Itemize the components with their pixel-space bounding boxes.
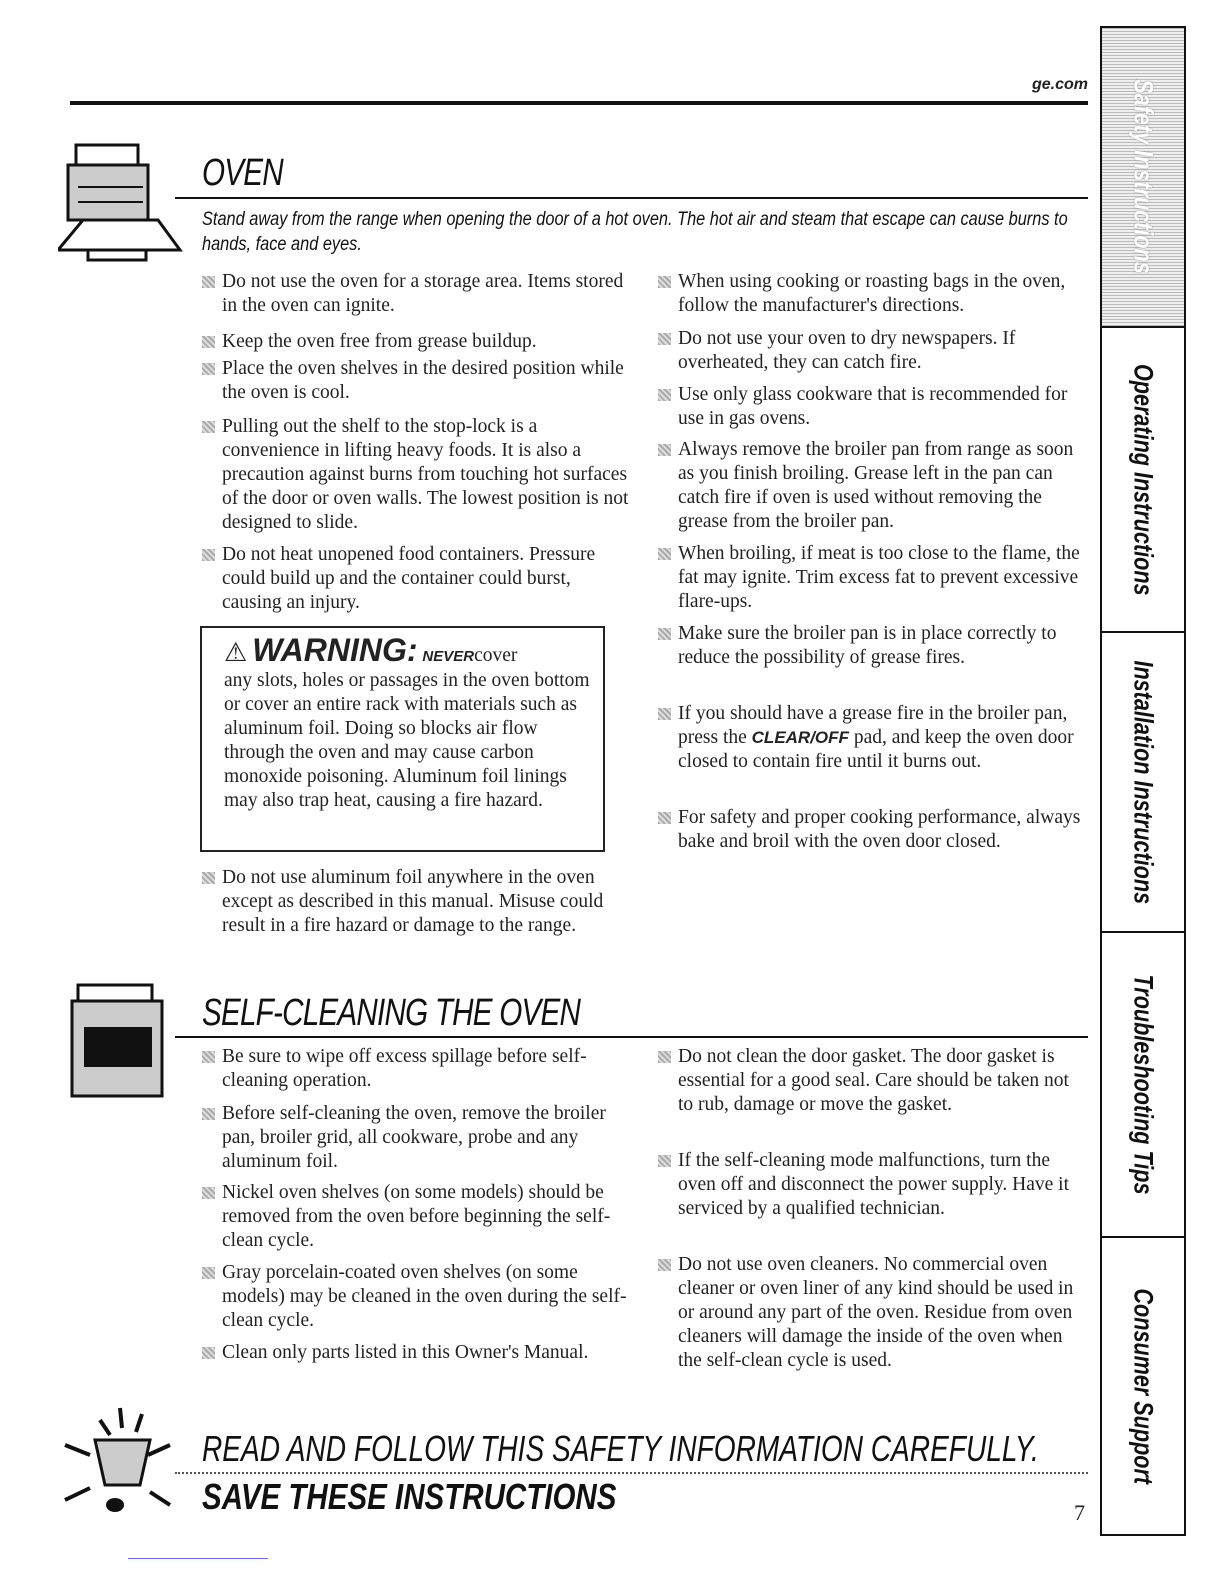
save-instructions-banner: SAVE THESE INSTRUCTIONS: [202, 1476, 617, 1517]
bullet-icon: [658, 548, 671, 560]
footer-rule: [175, 1472, 1088, 1475]
list-item: Do not heat unopened food containers. Pressure could build up and the container could burst, causing an injury.: [202, 543, 632, 615]
bullet-icon: [658, 708, 671, 720]
section-title-self-cleaning: SELF-CLEANING THE OVEN: [202, 992, 581, 1034]
section-rule: [175, 1036, 1088, 1038]
bullet-icon: [202, 1108, 215, 1120]
list-item: Do not use aluminum foil anywhere in the oven except as described in this manual. Misuse could result in a fire hazard or damage to the range.: [202, 866, 632, 938]
list-item: Gray porcelain-coated oven shelves (on some models) may be cleaned in the oven during the self-clean cycle.: [202, 1261, 632, 1333]
site-url: ge.com: [1031, 76, 1088, 93]
bullet-icon: [202, 1051, 215, 1063]
bullet-icon: [658, 1259, 671, 1271]
tab-troubleshooting-tips[interactable]: Troubleshooting Tips: [1102, 933, 1184, 1238]
list-item: Do not use oven cleaners. No commercial oven cleaner or oven liner of any kind should be used in or around any part of the oven. Residue from oven cleaners will damage the inside of the oven when the self-clean cycle is used.: [658, 1253, 1088, 1373]
bullet-icon: [658, 628, 671, 640]
list-item: When using cooking or roasting bags in the oven, follow the manufacturer's directions.: [658, 270, 1088, 318]
bullet-icon: [202, 363, 215, 375]
bullet-icon: [202, 276, 215, 288]
section-tabs: [1100, 26, 1186, 1536]
warning-triangle-icon: ⚠: [224, 638, 248, 667]
bullet-icon: [658, 812, 671, 824]
list-item: When broiling, if meat is too close to the flame, the fat may ignite. Trim excess fat to prevent excessive flare-ups.: [658, 542, 1088, 614]
bullet-icon: [658, 1051, 671, 1063]
bullet-icon: [202, 1267, 215, 1279]
list-item: Keep the oven free from grease buildup.: [202, 330, 632, 354]
list-item: Do not use the oven for a storage area. Items stored in the oven can ignite.: [202, 270, 632, 318]
bullet-icon: [658, 389, 671, 401]
list-item: Before self-cleaning the oven, remove the broiler pan, broiler grid, all cookware, probe and any aluminum foil.: [202, 1102, 632, 1174]
bullet-icon: [202, 872, 215, 884]
bullet-icon: [202, 549, 215, 561]
warning-text1: cover: [474, 645, 518, 666]
tab-safety-instructions[interactable]: Safety Instructions: [1102, 28, 1184, 328]
section-title-oven: OVEN: [202, 152, 283, 194]
list-item: Clean only parts listed in this Owner's Manual.: [202, 1341, 632, 1365]
warning-text: any slots, holes or passages in the oven bottom or cover an entire rack with materials such as aluminum foil. Doing so blocks air flow through the oven and may cause carbon monoxide poisoning. Aluminum foil linings may also trap heat, causing a fire hazard.: [224, 670, 590, 811]
oven-open-door-icon: [58, 142, 188, 262]
list-item: Place the oven shelves in the desired position while the oven is cool.: [202, 357, 632, 405]
bullet-icon: [202, 1187, 215, 1199]
safety-alert-icon: [60, 1400, 200, 1520]
list-item: Nickel oven shelves (on some models) should be removed from the oven before beginning the self-clean cycle.: [202, 1181, 632, 1253]
section-rule: [175, 197, 1088, 199]
link-underline: [128, 1558, 268, 1559]
header-rule: [70, 101, 1088, 105]
tab-consumer-support[interactable]: Consumer Support: [1128, 1288, 1159, 1484]
clear-off-pad-label: CLEAR/OFF: [751, 728, 849, 747]
list-item: If the self-cleaning mode malfunctions, turn the oven off and disconnect the power supply. Have it serviced by a qualified technician.: [658, 1149, 1088, 1221]
bullet-icon: [658, 1155, 671, 1167]
bullet-icon: [658, 276, 671, 288]
read-follow-banner: READ AND FOLLOW THIS SAFETY INFORMATION CAREFULLY.: [202, 1428, 1039, 1469]
bullet-icon: [658, 333, 671, 345]
bullet-icon: [202, 1347, 215, 1359]
tab-operating-instructions[interactable]: Operating Instructions: [1102, 328, 1184, 633]
bullet-icon: [202, 421, 215, 433]
self-clean-oven-icon: [70, 982, 170, 1100]
list-item: Be sure to wipe off excess spillage before self-cleaning operation.: [202, 1045, 632, 1093]
oven-intro: Stand away from the range when opening the door of a hot oven. The hot air and steam that escape can cause burns to hands, face and eyes.: [202, 209, 1068, 255]
tab-installation-instructions[interactable]: Installation Instructions: [1102, 633, 1184, 933]
warning-label: WARNING:: [252, 632, 418, 668]
list-item: For safety and proper cooking performance, always bake and broil with the oven door closed.: [658, 806, 1088, 854]
warning-never: NEVER: [422, 648, 475, 665]
list-item: Do not use your oven to dry newspapers. If overheated, they can catch fire.: [658, 327, 1088, 375]
list-item: Do not clean the door gasket. The door gasket is essential for a good seal. Care should be taken not to rub, damage or move the gasket.: [658, 1045, 1088, 1117]
list-item: If you should have a grease fire in the broiler pan, press the CLEAR/OFF pad, and keep the oven door closed to contain fire until it burns out.: [658, 702, 1088, 774]
page-number: 7: [1074, 1500, 1085, 1525]
list-item: Use only glass cookware that is recommended for use in gas ovens.: [658, 383, 1088, 431]
bullet-icon: [658, 444, 671, 456]
list-item: Pulling out the shelf to the stop-lock is a convenience in lifting heavy foods. It is also a precaution against burns from touching hot surfaces of the door or oven walls. The lowest position is not designed to slide.: [202, 415, 632, 535]
list-item: Always remove the broiler pan from range as soon as you finish broiling. Grease left in the pan can catch fire if oven is used without removing the grease from the broiler pan.: [658, 438, 1088, 534]
list-item: Make sure the broiler pan is in place correctly to reduce the possibility of grease fires.: [658, 622, 1088, 670]
warning-box: [200, 626, 605, 852]
bullet-icon: [202, 336, 215, 348]
